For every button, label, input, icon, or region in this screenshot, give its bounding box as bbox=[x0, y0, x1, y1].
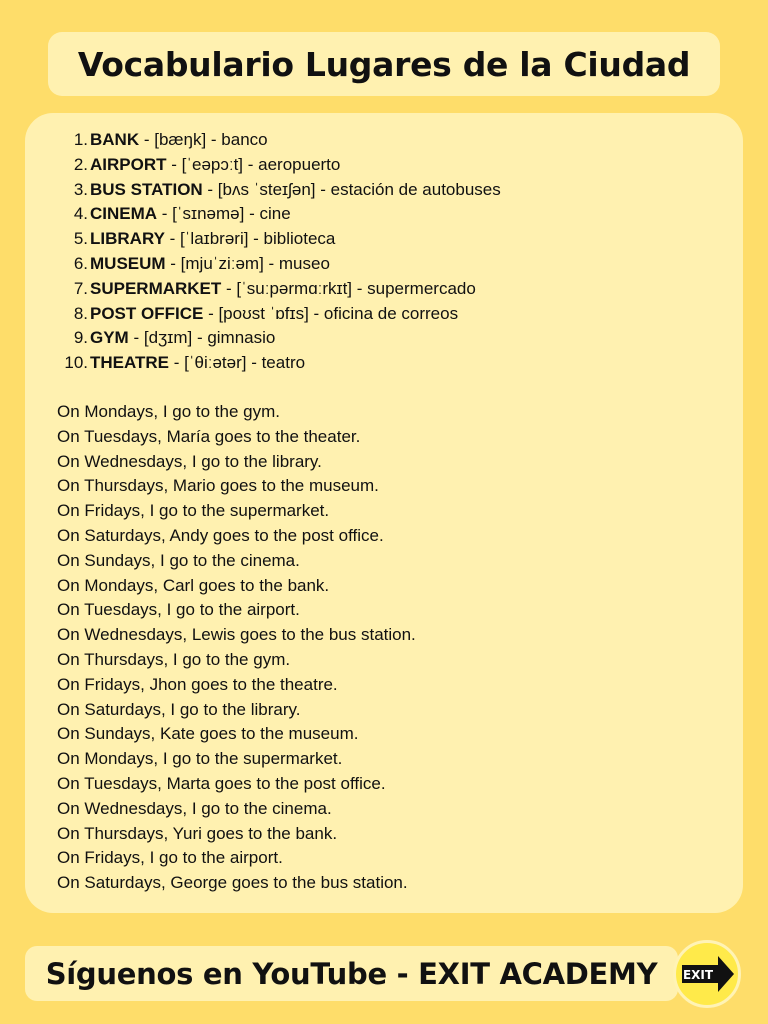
vocabulary-number: 2. bbox=[73, 154, 88, 174]
vocabulary-definition: - [dʒɪm] - gimnasio bbox=[128, 328, 276, 348]
vocabulary-definition: - [bæŋk] - banco bbox=[139, 130, 268, 149]
sentence: On Fridays, I go to the supermarket. bbox=[57, 501, 330, 521]
vocabulary-list bbox=[57, 128, 501, 376]
vocabulary-entry bbox=[90, 128, 268, 153]
exit-arrow-icon bbox=[676, 943, 738, 1005]
exit-academy-logo[interactable] bbox=[673, 940, 741, 1008]
vocabulary-term: BANK bbox=[90, 130, 140, 149]
page-title: Vocabulario Lugares de la Ciudad bbox=[77, 44, 691, 84]
sentence: On Thursdays, I go to the gym. bbox=[57, 649, 291, 669]
vocabulary-term: SUPERMARKET bbox=[90, 278, 222, 298]
logo-text: EXIT bbox=[682, 968, 714, 982]
sentence: On Saturdays, George goes to the bus station. bbox=[57, 873, 408, 893]
vocabulary-number: 6. bbox=[73, 253, 88, 273]
vocabulary-definition: - [poʊst ˈɒfɪs] - oficina de correos bbox=[203, 303, 459, 323]
sentence: On Fridays, I go to the airport. bbox=[57, 848, 283, 868]
vocabulary-term: THEATRE bbox=[90, 353, 170, 373]
vocabulary-term: BUS STATION bbox=[90, 179, 203, 199]
vocabulary-number: 3. bbox=[73, 179, 88, 199]
vocabulary-definition: - [ˈlaɪbrəri] - biblioteca bbox=[164, 229, 336, 249]
sentence: On Saturdays, I go to the library. bbox=[57, 699, 301, 719]
vocabulary-number: 1. bbox=[73, 130, 88, 149]
vocabulary-term: LIBRARY bbox=[90, 229, 165, 249]
vocabulary-entry bbox=[90, 153, 340, 178]
vocabulary-item bbox=[57, 326, 501, 351]
example-sentences bbox=[57, 400, 416, 896]
vocabulary-definition: - [bʌs ˈsteɪʃən] - estación de autobuses bbox=[202, 179, 501, 199]
sentence: On Wednesdays, I go to the library. bbox=[57, 451, 322, 471]
vocabulary-number: 10. bbox=[64, 353, 88, 373]
vocabulary-entry bbox=[90, 351, 305, 376]
sentence: On Wednesdays, I go to the cinema. bbox=[57, 798, 332, 818]
sentence: On Mondays, I go to the gym. bbox=[57, 402, 281, 421]
vocabulary-item bbox=[57, 153, 501, 178]
footer-text: Síguenos en YouTube - EXIT ACADEMY bbox=[45, 956, 658, 991]
sentence: On Tuesdays, Marta goes to the post office. bbox=[57, 773, 386, 793]
vocabulary-definition: - [mjuˈziːəm] - museo bbox=[165, 253, 330, 273]
vocabulary-item bbox=[57, 178, 501, 203]
footer-banner bbox=[25, 946, 678, 1001]
sentence: On Wednesdays, Lewis goes to the bus station. bbox=[57, 625, 416, 645]
vocabulary-item bbox=[57, 277, 501, 302]
vocabulary-term: GYM bbox=[90, 328, 129, 348]
sentence: On Mondays, I go to the supermarket. bbox=[57, 749, 343, 769]
title-banner bbox=[48, 32, 720, 96]
vocabulary-definition: - [ˈsɪnəmə] - cine bbox=[157, 204, 291, 224]
vocabulary-number: 4. bbox=[73, 204, 88, 224]
vocabulary-definition: - [ˈθiːətər] - teatro bbox=[169, 353, 306, 373]
vocabulary-item bbox=[57, 302, 501, 327]
sentence: On Sundays, I go to the cinema. bbox=[57, 550, 300, 570]
sentence: On Thursdays, Mario goes to the museum. bbox=[57, 476, 379, 496]
vocabulary-definition: - [ˈsuːpərmɑːrkɪt] - supermercado bbox=[221, 278, 476, 298]
vocabulary-entry bbox=[90, 202, 291, 227]
sentence: On Mondays, Carl goes to the bank. bbox=[57, 575, 330, 595]
vocabulary-definition: - [ˈeəpɔːt] - aeropuerto bbox=[166, 154, 341, 174]
vocabulary-term: POST OFFICE bbox=[90, 303, 204, 323]
sentence: On Tuesdays, I go to the airport. bbox=[57, 600, 300, 620]
vocabulary-number: 7. bbox=[73, 278, 88, 298]
sentence: On Sundays, Kate goes to the museum. bbox=[57, 724, 359, 744]
vocabulary-entry bbox=[90, 178, 501, 203]
sentence: On Saturdays, Andy goes to the post office. bbox=[57, 525, 384, 545]
sentence: On Thursdays, Yuri goes to the bank. bbox=[57, 823, 338, 843]
sentence: On Fridays, Jhon goes to the theatre. bbox=[57, 674, 338, 694]
vocabulary-number: 5. bbox=[73, 229, 88, 249]
vocabulary-entry bbox=[90, 302, 458, 327]
vocabulary-item bbox=[57, 128, 501, 153]
vocabulary-entry bbox=[90, 277, 476, 302]
vocabulary-number: 9. bbox=[73, 328, 88, 348]
vocabulary-term: AIRPORT bbox=[90, 154, 167, 174]
sentence: On Tuesdays, María goes to the theater. bbox=[57, 426, 361, 446]
vocabulary-item bbox=[57, 202, 501, 227]
vocabulary-entry bbox=[90, 227, 335, 252]
vocabulary-item bbox=[57, 252, 501, 277]
vocabulary-item bbox=[57, 351, 501, 376]
vocabulary-number: 8. bbox=[73, 303, 88, 323]
vocabulary-entry bbox=[90, 326, 275, 351]
vocabulary-term: CINEMA bbox=[90, 204, 158, 224]
vocabulary-term: MUSEUM bbox=[90, 253, 166, 273]
vocabulary-entry bbox=[90, 252, 330, 277]
vocabulary-item bbox=[57, 227, 501, 252]
